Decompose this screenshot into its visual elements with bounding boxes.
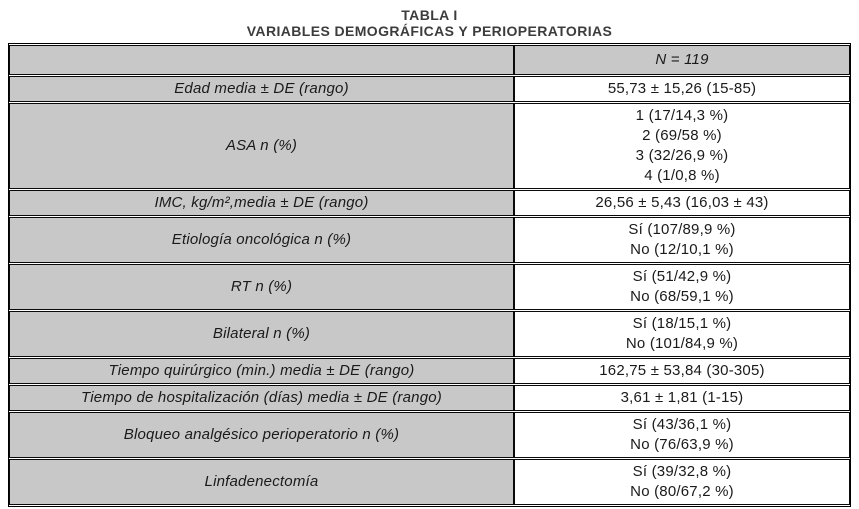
table-row <box>9 264 850 310</box>
label-cell: IMC, kg/m²,media ± DE (rango) <box>9 190 514 216</box>
table-row <box>9 76 850 102</box>
label-cell: Bloqueo analgésico perioperatorio n (%) <box>9 412 514 458</box>
label-cell: Edad media ± DE (rango) <box>9 76 514 102</box>
value-line: 1 (17/14,3 %) <box>635 107 729 124</box>
table-row <box>9 190 850 216</box>
value-line: Sí (43/36,1 %) <box>632 416 732 433</box>
value-cell <box>514 459 850 505</box>
value-line: 4 (1/0,8 %) <box>644 167 720 184</box>
header-empty-cell <box>9 45 514 75</box>
value-line: No (68/59,1 %) <box>630 288 734 305</box>
value-cell <box>514 190 850 216</box>
value-line: 162,75 ± 53,84 (30-305) <box>599 362 765 379</box>
table-row <box>9 385 850 411</box>
table-row <box>9 217 850 263</box>
value-line: 3,61 ± 1,81 (1-15) <box>620 389 744 406</box>
table-row <box>9 358 850 384</box>
value-line: Sí (51/42,9 %) <box>632 268 732 285</box>
value-cell <box>514 385 850 411</box>
header-row <box>9 45 850 75</box>
value-line: No (76/63,9 %) <box>630 436 734 453</box>
value-line: 55,73 ± 15,26 (15-85) <box>607 80 757 97</box>
table-subtitle: VARIABLES DEMOGRÁFICAS Y PERIOPERATORIAS <box>246 23 613 39</box>
value-cell <box>514 217 850 263</box>
value-line: 3 (32/26,9 %) <box>635 147 729 164</box>
value-cell <box>514 358 850 384</box>
value-cell <box>514 311 850 357</box>
table-caption <box>0 0 859 39</box>
value-cell <box>514 264 850 310</box>
header-n-cell: N = 119 <box>514 45 850 75</box>
value-line: 26,56 ± 5,43 (16,03 ± 43) <box>595 194 769 211</box>
label-cell: RT n (%) <box>9 264 514 310</box>
value-line: No (12/10,1 %) <box>630 241 734 258</box>
table-row <box>9 103 850 189</box>
label-cell: ASA n (%) <box>9 103 514 189</box>
demographics-table <box>8 43 851 507</box>
label-cell: Tiempo quirúrgico (min.) media ± DE (rango) <box>9 358 514 384</box>
table-title: TABLA I <box>401 7 458 23</box>
value-line: Sí (39/32,8 %) <box>632 463 732 480</box>
label-cell: Linfadenectomía <box>9 459 514 505</box>
value-line: No (101/84,9 %) <box>625 335 739 352</box>
value-cell <box>514 103 850 189</box>
value-line: Sí (107/89,9 %) <box>628 221 736 238</box>
value-line: Sí (18/15,1 %) <box>632 315 732 332</box>
table-row <box>9 459 850 505</box>
label-cell: Tiempo de hospitalización (días) media ± DE (rango) <box>9 385 514 411</box>
table-row <box>9 412 850 458</box>
value-line: No (80/67,2 %) <box>630 483 734 500</box>
value-cell <box>514 76 850 102</box>
value-line: 2 (69/58 %) <box>642 127 722 144</box>
table-row <box>9 311 850 357</box>
value-cell <box>514 412 850 458</box>
label-cell: Bilateral n (%) <box>9 311 514 357</box>
label-cell: Etiología oncológica n (%) <box>9 217 514 263</box>
